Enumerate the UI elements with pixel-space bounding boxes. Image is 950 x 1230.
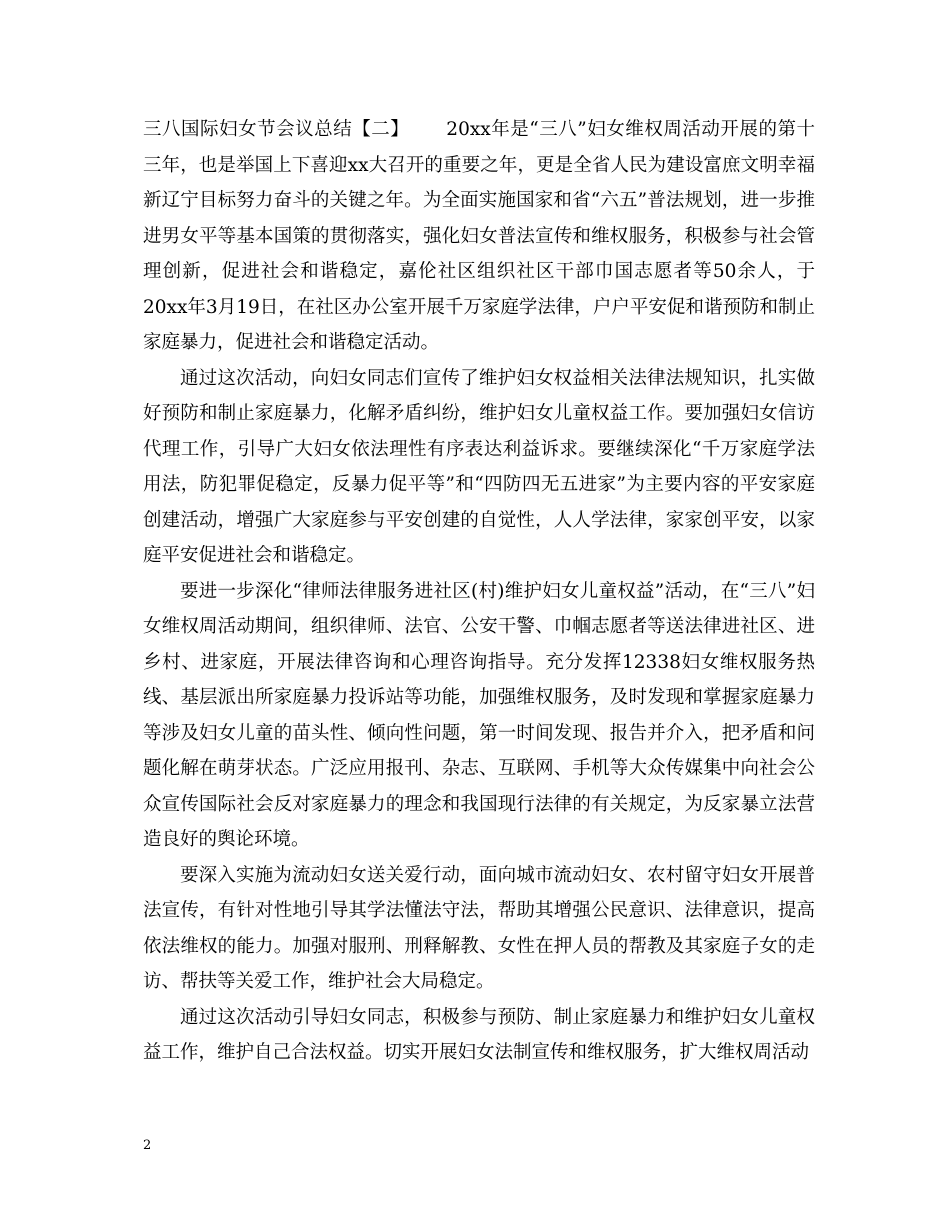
page-number: 2: [143, 1138, 152, 1153]
paragraph-intro: [143, 112, 815, 361]
paragraph: 要进一步深化“律师法律服务进社区(村)维护妇女儿童权益”活动，在“三八”妇女维权周活动期间，组织律师、法官、公安干警、巾帼志愿者等送法律进社区、进乡村、进家庭，开展法律咨询和心理咨询指导。充分发挥12338妇女维权服务热线、基层派出所家庭暴力投诉站等功能，加强维权服务，及时发现和掌握家庭暴力等涉及妇女儿童的苗头性、倾向性问题，第一时间发现、报告并介入，把矛盾和问题化解在萌芽状态。广泛应用报刊、杂志、互联网、手机等大众传媒集中向社会公众宣传国际社会反对家庭暴力的理念和我国现行法律的有关规定，为反家暴立法营造良好的舆论环境。: [143, 580, 815, 850]
paragraph: 要深入实施为流动妇女送关爱行动，面向城市流动妇女、农村留守妇女开展普法宣传，有针对性地引导其学法懂法守法，帮助其增强公民意识、法律意识，提高依法维权的能力。加强对服刑、刑释解教、女性在押人员的帮教及其家庭子女的走访、帮扶等关爱工作，维护社会大局稳定。: [143, 864, 815, 992]
paragraph-text: 20xx年是“三八”妇女维权周活动开展的第十三年，也是举国上下喜迎xx大召开的重要之年，更是全省人民为建设富庶文明幸福新辽宁目标努力奋斗的关键之年。为全面实施国家和省“六五”普法规划，进一步推进男女平等基本国策的贯彻落实，强化妇女普法宣传和维权服务，积极参与社会管理创新，促进社会和谐稳定，嘉伦社区组织社区干部巾国志愿者等50余人，于20xx年3月19日，在社区办公室开展千万家庭学法律，户户平安促和谐预防和制止家庭暴力，促进社会和谐稳定活动。: [143, 119, 815, 353]
paragraph: 通过这次活动，向妇女同志们宣传了维护妇女权益相关法律法规知识，扎实做好预防和制止家庭暴力，化解矛盾纠纷，维护妇女儿童权益工作。要加强妇女信访代理工作，引导广大妇女依法理性有序表达利益诉求。要继续深化“千万家庭学法用法，防犯罪促稳定，反暴力促平等”和“四防四无五进家”为主要内容的平安家庭创建活动，增强广大家庭参与平安创建的自觉性，人人学法律，家家创平安，以家庭平安促进社会和谐稳定。: [143, 367, 815, 566]
document-heading: 三八国际妇女节会议总结【二】: [143, 119, 410, 140]
paragraph: 通过这次活动引导妇女同志，积极参与预防、制止家庭暴力和维护妇女儿童权益工作，维护自己合法权益。切实开展妇女法制宣传和维权服务，扩大维权周活动: [143, 1006, 815, 1063]
document-body: [143, 112, 815, 1071]
